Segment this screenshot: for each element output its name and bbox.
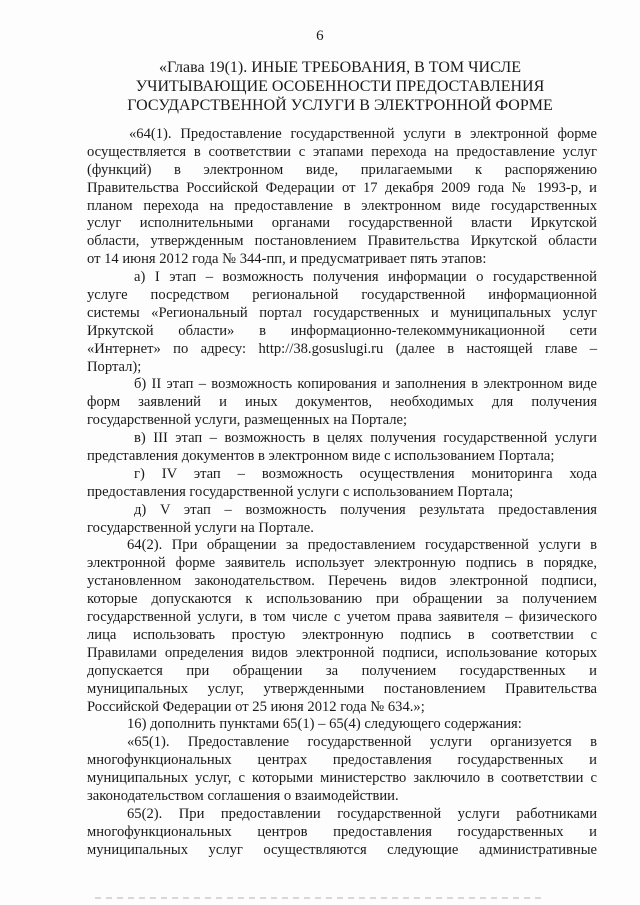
text-line: Правительства Российской Федерации от 17 декабря 2009 года № 1993-р, и xyxy=(87,179,597,196)
text-line: системы «Региональный портал государственных и муниципальных услуг xyxy=(87,304,597,321)
text-line: осуществляется в соответствии с этапами перехода на предоставление услуг xyxy=(87,143,597,160)
paragraph-stage-a xyxy=(87,269,597,376)
paragraph-stage-d xyxy=(87,502,597,538)
text-line: муниципальных услуг осуществляются следующие административные xyxy=(87,841,597,858)
chapter-title-line: «Глава 19(1). ИНЫЕ ТРЕБОВАНИЯ, В ТОМ ЧИСЛЕ xyxy=(158,59,521,76)
text-line: услуг исполнительными органами государственной власти Иркутской xyxy=(87,215,597,232)
text-line: в) III этап – возможность в целях получения государственной услуги xyxy=(134,430,597,447)
text-line: законодательством соглашения о взаимодействии. xyxy=(87,787,399,804)
text-line: области, утвержденным постановлением Правительства Иркутской области xyxy=(87,233,597,250)
text-line: г) IV этап – возможность осуществления мониторинга хода xyxy=(134,465,597,482)
paragraph-p65-2 xyxy=(87,806,597,860)
paragraph-stage-g xyxy=(87,466,597,502)
text-line: установленном законодательством. Перечень видов электронной подписи, xyxy=(87,573,597,590)
text-line: «Интернет» по адресу: http://38.gosuslugi.ru (далее в настоящей главе – xyxy=(87,340,597,357)
paragraph-stage-b xyxy=(87,376,597,430)
paragraph-p64-2 xyxy=(87,537,597,716)
text-line: б) II этап – возможность копирования и заполнения в электронном виде xyxy=(134,376,597,393)
text-line: Портал); xyxy=(87,358,142,375)
text-line: (функций) в электронном виде, прилагаемыми к распоряжению xyxy=(87,161,597,178)
text-line: государственной услуги на Портале. xyxy=(87,519,314,536)
text-line: лица использовать простую электронную подпись в соответствии с xyxy=(87,626,597,643)
paragraph-item-16 xyxy=(87,716,597,734)
text-line: предоставления государственной услуги с использованием Портала; xyxy=(87,483,514,500)
text-line: Правилами определения видов электронной подписи, использование которых xyxy=(87,644,597,661)
text-line: планом перехода на предоставление в электронном виде государственных xyxy=(87,197,597,214)
text-line: а) I этап – возможность получения информации о государственной xyxy=(134,269,597,286)
chapter-title xyxy=(90,58,590,115)
text-line: многофункциональных центрах предоставления государственных и xyxy=(87,752,597,769)
text-line: 64(2). При обращении за предоставлением государственной услуги в xyxy=(127,537,597,554)
text-line: услуге посредством региональной государственной информационной xyxy=(87,287,597,304)
text-line: муниципальных услуг, с которыми министерство заключило в соответствии с xyxy=(87,770,597,787)
text-line: которые допускаются к использованию при обращении за получением xyxy=(87,591,597,608)
text-line: представления документов в электронном виде с использованием Портала; xyxy=(87,448,555,465)
text-line: 65(2). При предоставлении государственной услуги работниками xyxy=(127,805,597,822)
text-line: «65(1). Предоставление государственной услуги организуется в xyxy=(127,734,597,751)
text-line: д) V этап – возможность получения результата предоставления xyxy=(134,501,597,518)
text-line: муниципальных услуг, утвержденными постановлением Правительства xyxy=(87,680,597,697)
text-line: электронной форме заявитель использует электронную подпись в порядке, xyxy=(87,555,597,572)
text-line: допускается при обращении за получением государственных и xyxy=(87,662,597,679)
text-line: государственной услуги, в том числе с учетом права заявителя – физического xyxy=(87,609,597,626)
text-line: «64(1). Предоставление государственной услуги в электронной форме xyxy=(129,126,597,142)
body-text xyxy=(87,126,597,860)
paragraph-p65-1 xyxy=(87,734,597,806)
paragraph-stage-v xyxy=(87,430,597,466)
text-line: многофункциональных центров предоставления государственных и xyxy=(87,823,597,840)
paragraph-p64-1 xyxy=(87,126,597,269)
chapter-title-line: УЧИТЫВАЮЩИЕ ОСОБЕННОСТИ ПРЕДОСТАВЛЕНИЯ xyxy=(135,78,545,95)
text-line: форм заявлений и иных документов, необходимых для получения xyxy=(87,394,597,411)
page-number: 6 xyxy=(316,28,324,44)
text-line: 16) дополнить пунктами 65(1) – 65(4) следующего содержания: xyxy=(127,716,522,733)
text-line: Российской Федерации от 25 июня 2012 года № 634.»; xyxy=(87,698,425,715)
text-line: Иркутской области» в информационно-телекоммуникационной сети xyxy=(87,322,597,339)
text-line: государственной услуги, размещенных на Портале; xyxy=(87,412,408,429)
text-line: от 14 июня 2012 года № 344-пп, и предусматривает пять этапов: xyxy=(87,251,487,268)
scan-edge-mark xyxy=(95,897,545,899)
chapter-title-line: ГОСУДАРСТВЕННОЙ УСЛУГИ В ЭЛЕКТРОННОЙ ФОРМЕ xyxy=(127,97,553,114)
